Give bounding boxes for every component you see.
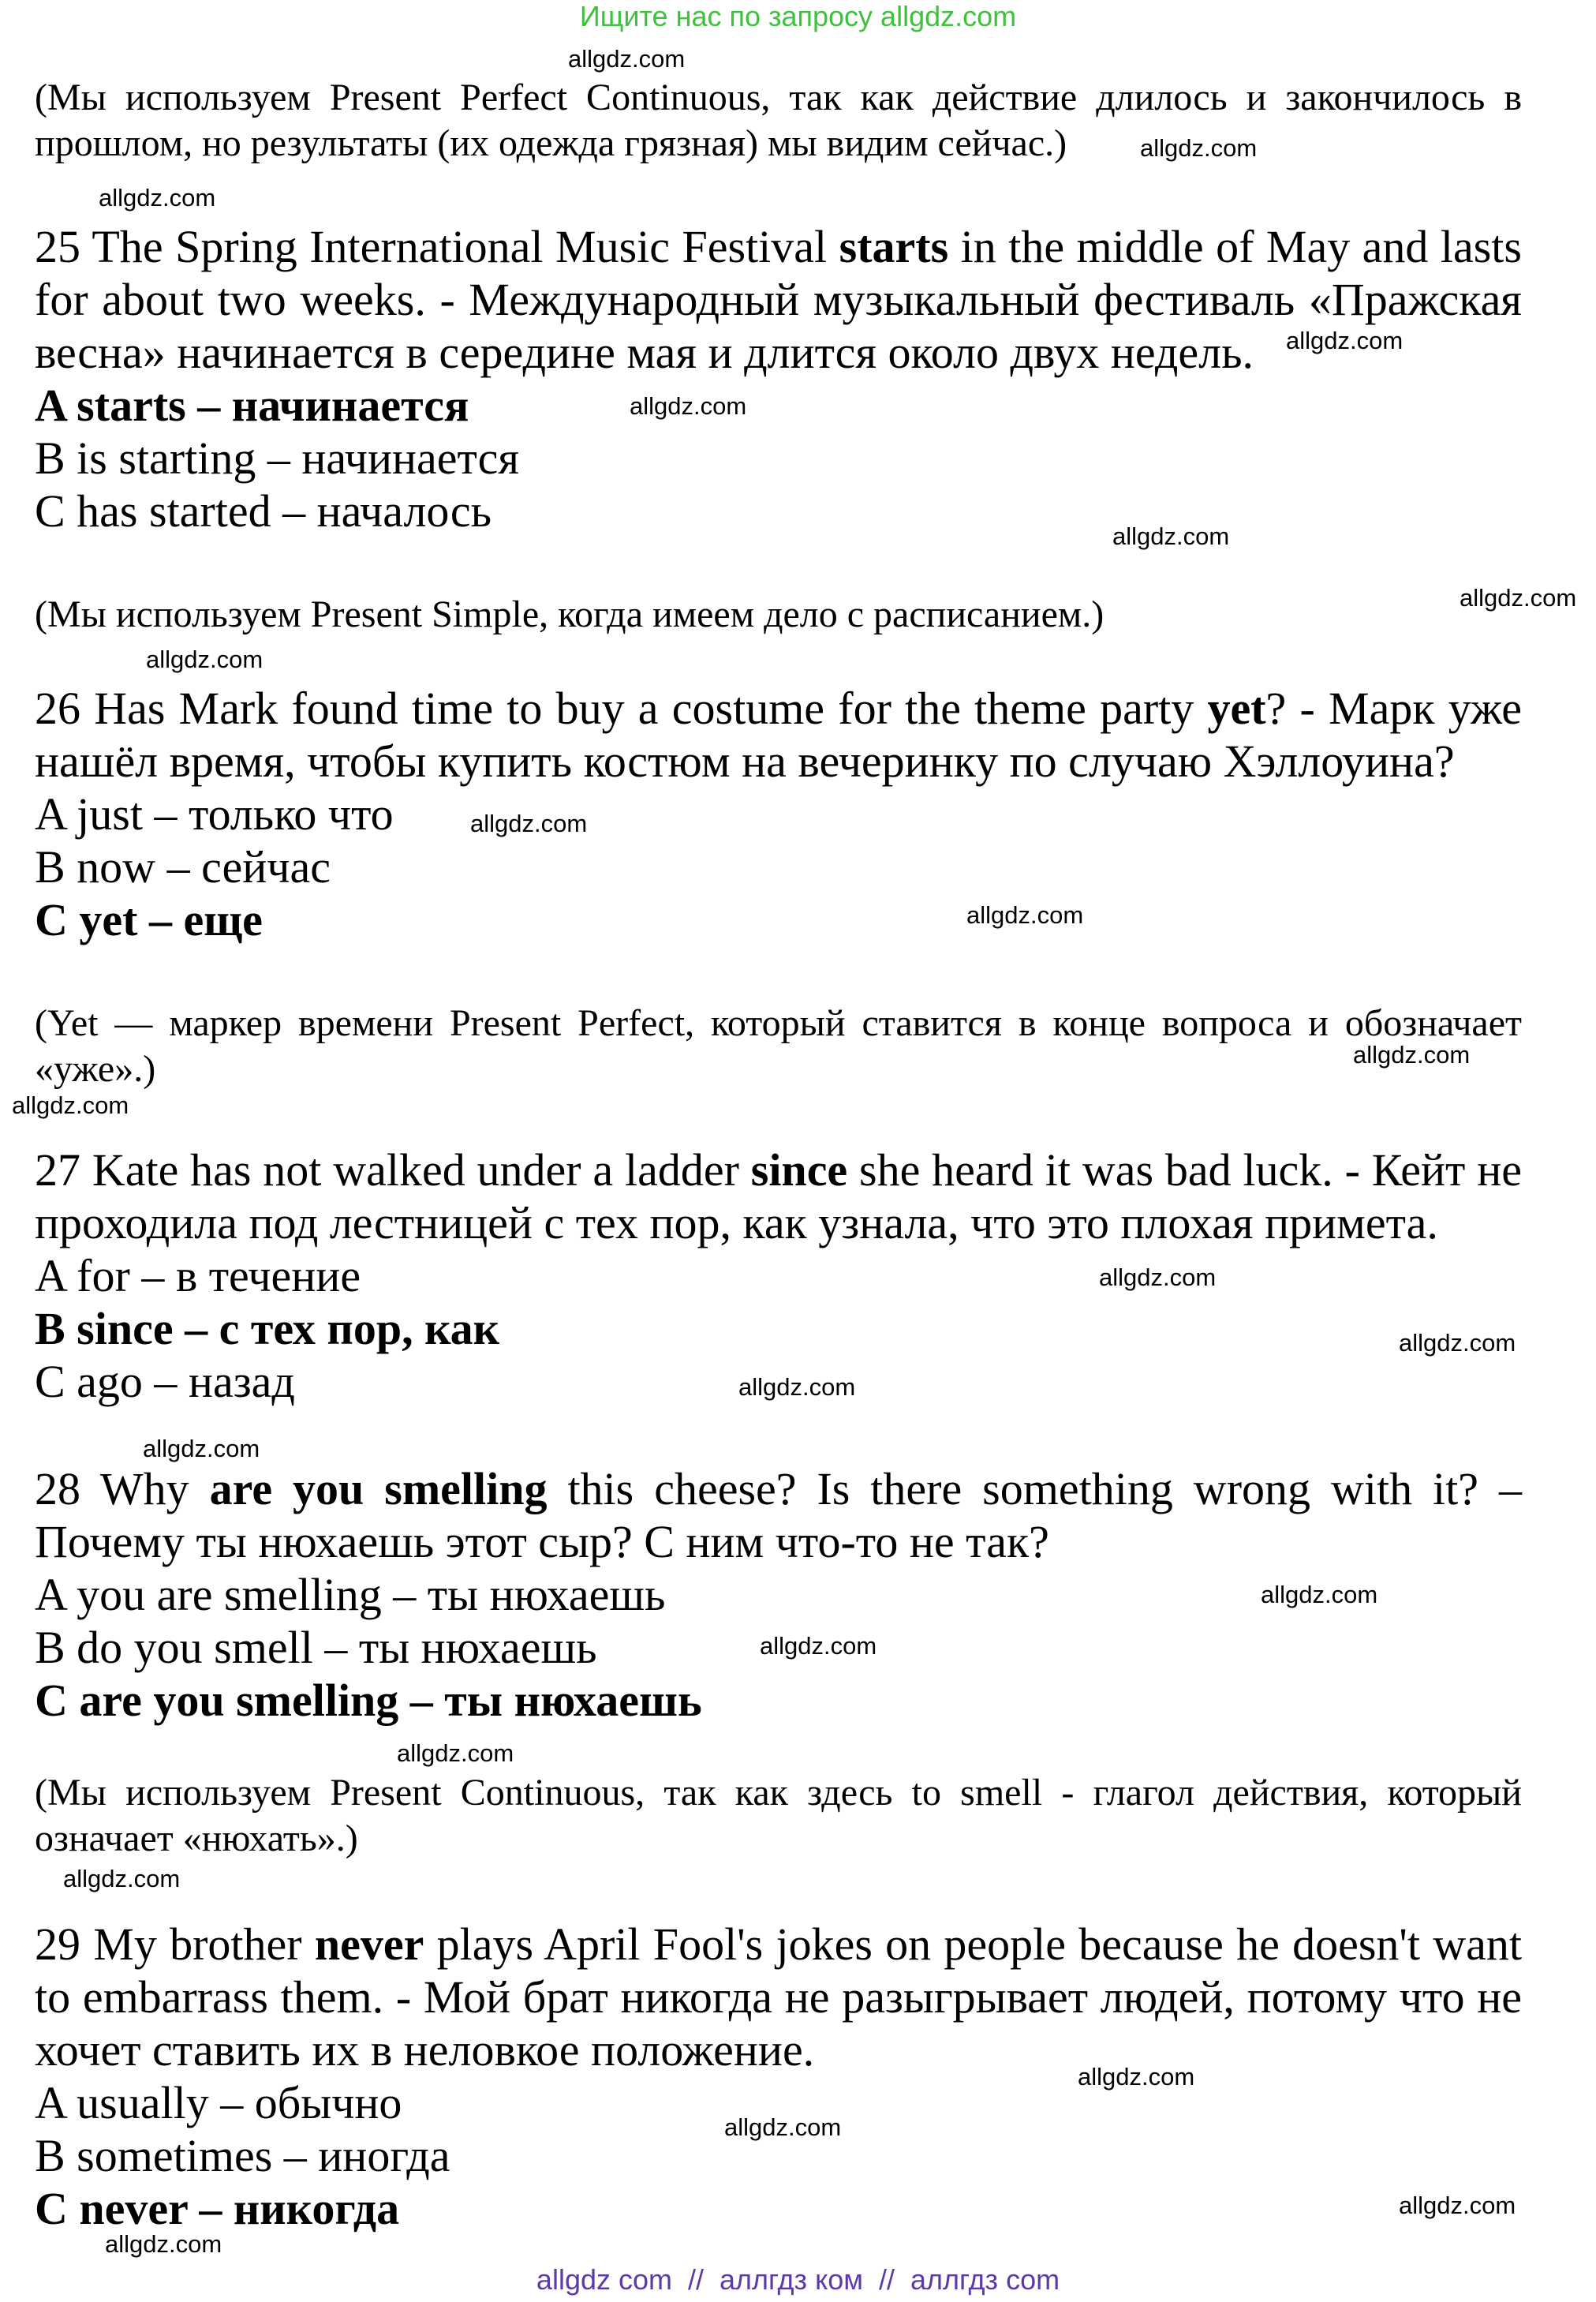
watermark: allgdz.com [105, 2230, 222, 2258]
watermark: allgdz.com [99, 184, 216, 211]
question-26 [35, 682, 1522, 946]
watermark: allgdz.com [1460, 584, 1577, 612]
watermark: allgdz.com [760, 1632, 877, 1660]
question-line: for about two weeks. - Международный музыкальный фестиваль «Пражская [35, 274, 1522, 325]
answer-word: since [750, 1144, 848, 1196]
question-25 [35, 220, 1522, 537]
question-28 [35, 1462, 1522, 1727]
question-27 [35, 1144, 1522, 1408]
question-line: хочет ставить их в неловкое положение. [35, 2024, 815, 2076]
note-line: означает «нюхать».) [35, 1817, 358, 1859]
intro-note [35, 75, 1522, 167]
note-line: (Мы используем Present Simple, когда имеем дело с расписанием.) [35, 593, 1104, 635]
note-line: прошлом, но результаты (их одежда грязная) мы видим сейчас.) [35, 122, 1067, 164]
watermark: allgdz.com [397, 1739, 514, 1767]
question-29 [35, 1918, 1522, 2235]
option-b: B do you smell – ты нюхаешь [35, 1622, 597, 1673]
watermark: allgdz.com [568, 45, 686, 73]
answer-word: starts [839, 221, 949, 272]
explanation-26 [35, 1001, 1522, 1092]
explanation-28 [35, 1770, 1522, 1862]
watermark: allgdz.com [12, 1091, 129, 1119]
watermark: allgdz.com [1099, 1263, 1217, 1291]
header-promo-link[interactable]: Ищите нас по запросу allgdz.com [579, 0, 1017, 32]
option-b: B is starting – начинается [35, 432, 520, 484]
watermark: allgdz.com [1286, 327, 1404, 354]
question-line: 26 Has Mark found time to buy a costume for the theme party yet? - Марк уже [35, 683, 1522, 734]
watermark: allgdz.com [143, 1435, 260, 1462]
watermark: allgdz.com [1399, 2192, 1516, 2219]
watermark: allgdz.com [1112, 522, 1230, 550]
question-line: нашёл время, чтобы купить костюм на вечеринку по случаю Хэллоуина? [35, 736, 1455, 787]
option-b: B sometimes – иногда [35, 2130, 450, 2181]
watermark: allgdz.com [724, 2113, 842, 2141]
watermark: allgdz.com [1078, 2063, 1195, 2091]
watermark: allgdz.com [630, 392, 747, 420]
option-a: A usually – обычно [35, 2077, 402, 2128]
watermark: allgdz.com [738, 1373, 856, 1401]
question-line: Почему ты нюхаешь этот сыр? С ним что-то не так? [35, 1516, 1049, 1567]
watermark: allgdz.com [966, 901, 1084, 929]
option-a: A you are smelling – ты нюхаешь [35, 1569, 666, 1620]
option-a: A for – в течение [35, 1250, 361, 1301]
option-c: C ago – назад [35, 1356, 295, 1407]
watermark: allgdz.com [146, 646, 264, 673]
option-b: B now – сейчас [35, 841, 331, 893]
footer-links[interactable]: allgdz com // аллгдз ком // аллгдз com [536, 2263, 1060, 2296]
option-c-correct: C are you smelling – ты нюхаешь [35, 1675, 702, 1726]
answer-word: yet [1207, 683, 1266, 734]
note-line: (Мы используем Present Perfect Continuous, так как действие длилось и закончилось в [35, 77, 1522, 118]
option-a: A just – только что [35, 788, 394, 840]
note-line: «уже».) [35, 1048, 156, 1090]
question-line: проходила под лестницей с тех пор, как узнала, что это плохая примета. [35, 1197, 1438, 1248]
watermark: allgdz.com [63, 1865, 181, 1892]
option-c-correct: C yet – еще [35, 894, 263, 945]
explanation-25 [35, 592, 1104, 638]
answer-word: never [314, 1918, 424, 1970]
watermark: allgdz.com [1140, 134, 1258, 162]
option-c: C has started – началось [35, 485, 492, 537]
watermark: allgdz.com [1261, 1581, 1378, 1608]
question-line: to embarrass them. - Мой брат никогда не разыгрывает людей, потому что не [35, 1971, 1522, 2023]
note-line: (Yet — маркер времени Present Perfect, который ставится в конце вопроса и обозначает [35, 1002, 1522, 1044]
question-line: 28 Why are you smelling this cheese? Is there something wrong with it? – [35, 1463, 1522, 1514]
question-line: весна» начинается в середине мая и длится около двух недель. [35, 327, 1254, 378]
question-line: 27 Kate has not walked under a ladder since she heard it was bad luck. - Кейт не [35, 1144, 1522, 1196]
note-line: (Мы используем Present Continuous, так как здесь to smell - глагол действия, который [35, 1772, 1522, 1814]
watermark: allgdz.com [470, 810, 588, 837]
question-line: 29 My brother never plays April Fool's jokes on people because he doesn't want [35, 1918, 1522, 1970]
answer-word: are you smelling [209, 1463, 548, 1514]
watermark: allgdz.com [1353, 1041, 1471, 1069]
question-line: 25 The Spring International Music Festival starts in the middle of May and lasts [35, 221, 1522, 272]
watermark: allgdz.com [1399, 1329, 1516, 1357]
option-b-correct: B since – с тех пор, как [35, 1303, 500, 1354]
option-a-correct: A starts – начинается [35, 380, 469, 431]
option-c-correct: C never – никогда [35, 2183, 400, 2234]
